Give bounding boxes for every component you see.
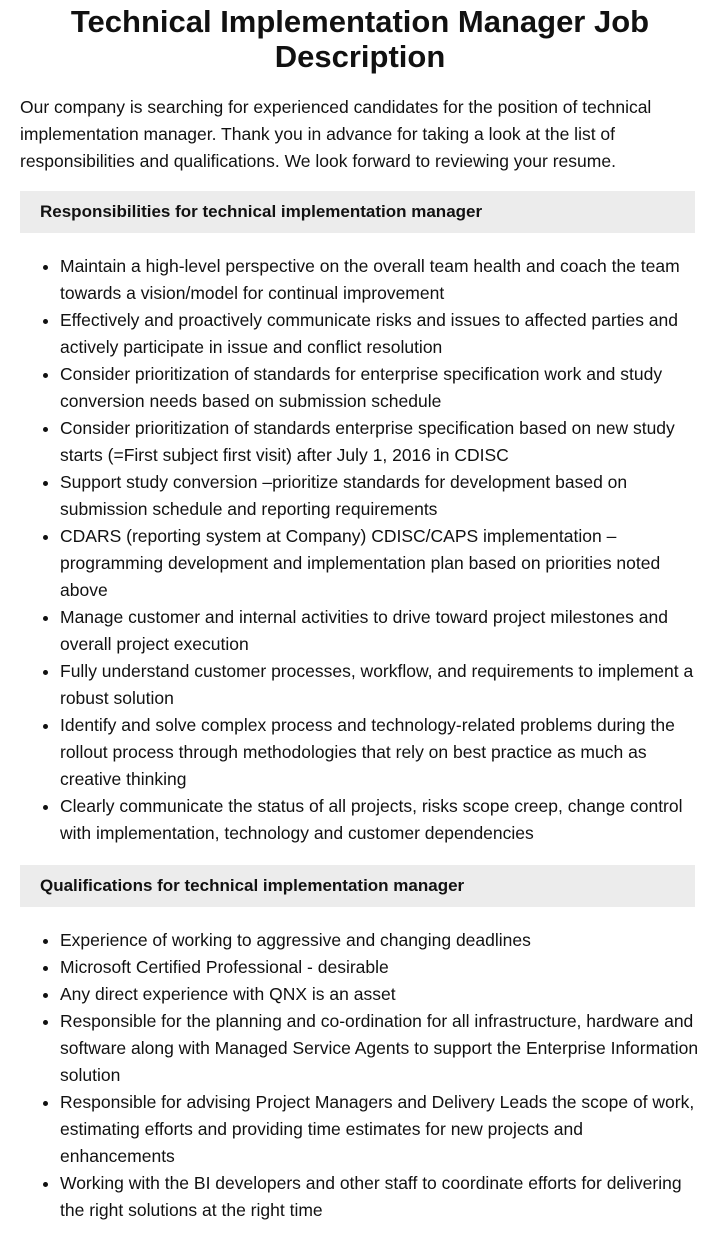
qualifications-list bbox=[0, 927, 700, 1224]
qualifications-header bbox=[20, 865, 695, 907]
list-item: • Microsoft Certified Professional - desirable bbox=[60, 954, 700, 981]
intro-paragraph: Our company is searching for experienced candidates for the position of technical implementation manager. Thank you in advance for taking a look at the list of responsibilities and qualifications. We look forward to reviewing your resume. bbox=[20, 97, 652, 171]
list-item: • Responsible for the planning and co-ordination for all infrastructure, hardware and software along with Managed Service Agents to support the Enterprise Information solution bbox=[60, 1008, 700, 1089]
list-item: • Maintain a high-level perspective on the overall team health and coach the team towards a vision/model for continual improvement bbox=[60, 253, 700, 307]
list-item: • Responsible for advising Project Managers and Delivery Leads the scope of work, estimating efforts and providing time estimates for new projects and enhancements bbox=[60, 1089, 700, 1170]
responsibilities-list bbox=[0, 253, 700, 847]
qualifications-heading: Qualifications for technical implementation manager bbox=[40, 876, 465, 895]
list-item: • Consider prioritization of standards enterprise specification based on new study starts (=First subject first visit) after July 1, 2016 in CDISC bbox=[60, 415, 700, 469]
list-item: • Effectively and proactively communicate risks and issues to affected parties and actively participate in issue and conflict resolution bbox=[60, 307, 700, 361]
list-item: • CDARS (reporting system at Company) CDISC/CAPS implementation – programming development and implementation plan based on priorities noted above bbox=[60, 523, 700, 604]
list-item: • Support study conversion –prioritize standards for development based on submission schedule and reporting requirements bbox=[60, 469, 700, 523]
list-item: • Fully understand customer processes, workflow, and requirements to implement a robust solution bbox=[60, 658, 700, 712]
list-item: • Working with the BI developers and other staff to coordinate efforts for delivering the right solutions at the right time bbox=[60, 1170, 700, 1224]
list-item: • Any direct experience with QNX is an asset bbox=[60, 981, 700, 1008]
responsibilities-header bbox=[20, 191, 695, 233]
page-title: Technical Implementation Manager Job Description bbox=[70, 4, 650, 74]
responsibilities-heading: Responsibilities for technical implementation manager bbox=[40, 202, 483, 221]
list-item: • Identify and solve complex process and technology-related problems during the rollout process through methodologies that rely on best practice as much as creative thinking bbox=[60, 712, 700, 793]
list-item: • Experience of working to aggressive and changing deadlines bbox=[60, 927, 700, 954]
list-item: • Manage customer and internal activities to drive toward project milestones and overall project execution bbox=[60, 604, 700, 658]
list-item: • Consider prioritization of standards for enterprise specification work and study conversion needs based on submission schedule bbox=[60, 361, 700, 415]
list-item: • Clearly communicate the status of all projects, risks scope creep, change control with implementation, technology and customer dependencies bbox=[60, 793, 700, 847]
